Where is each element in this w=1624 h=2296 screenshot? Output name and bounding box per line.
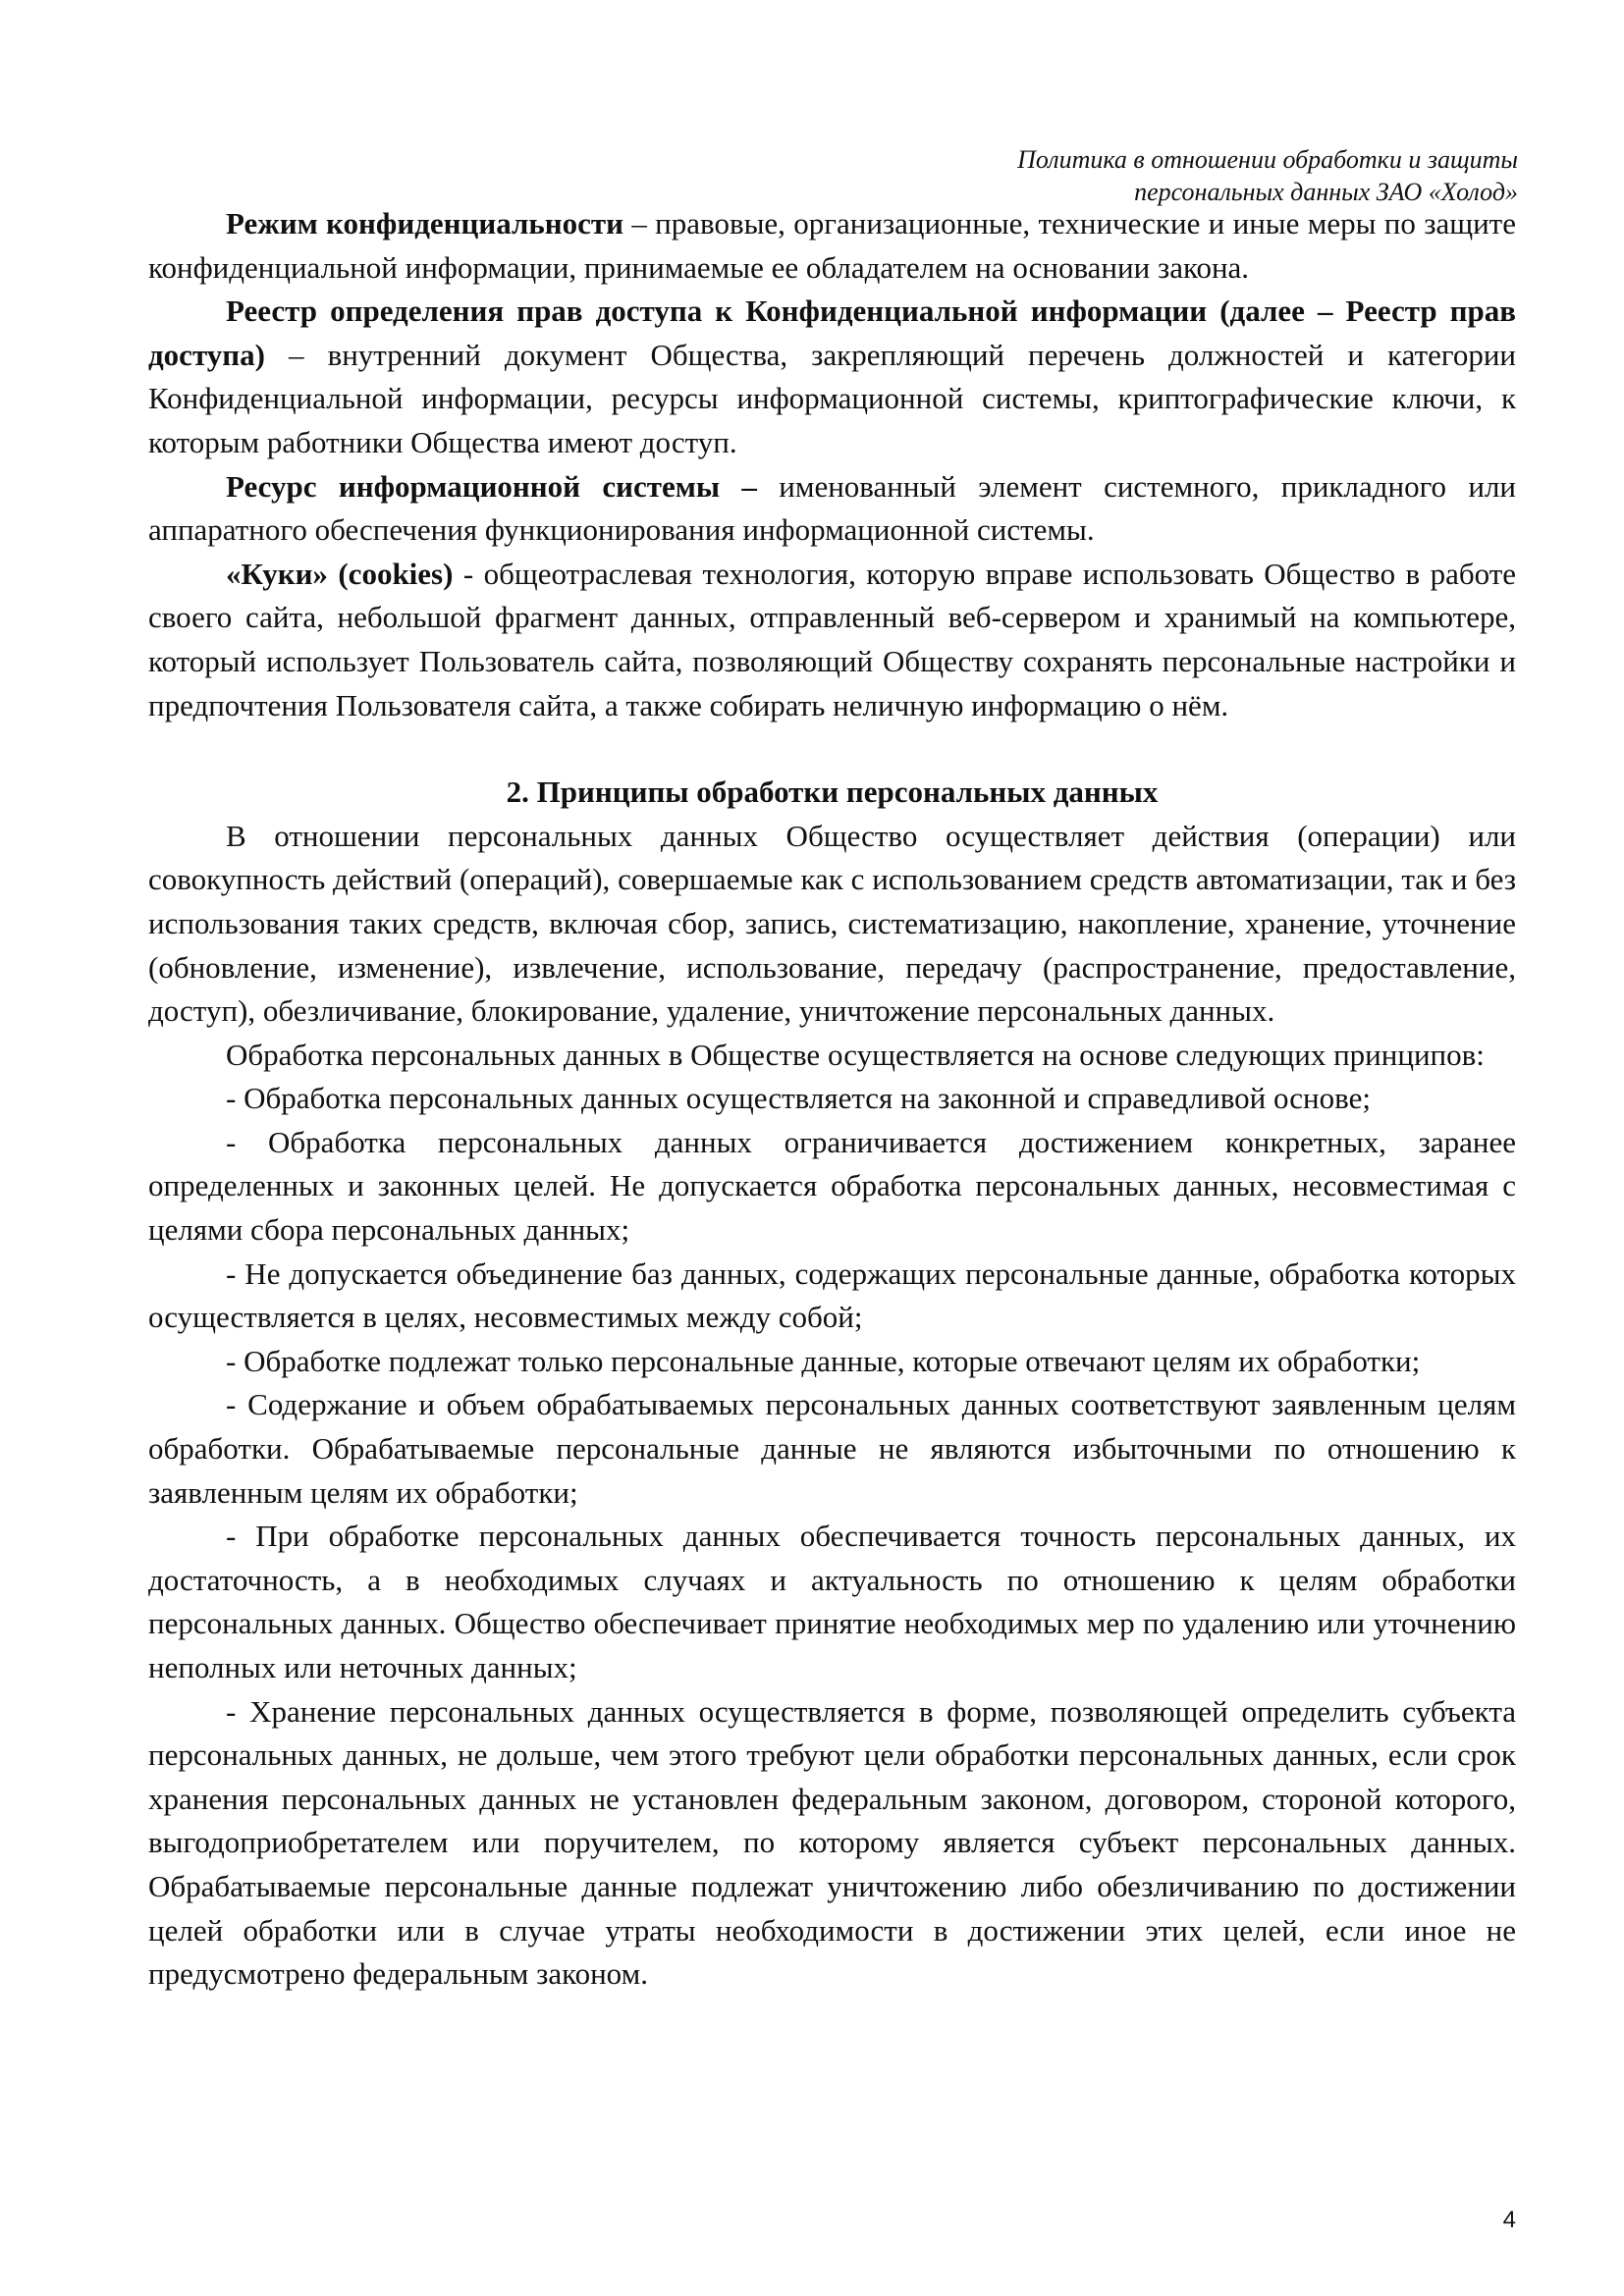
document-body: [148, 202, 1516, 1997]
running-header-line-1: Политика в отношении обработки и защиты: [1017, 145, 1518, 174]
definition-term: Режим конфиденциальности: [226, 206, 623, 240]
definition-text: именованный элемент системного, прикладного или аппаратного обеспечения функционирования информационной системы.: [148, 468, 1517, 548]
definition-access-registry: [148, 290, 1516, 464]
running-header-line-2: персональных данных ЗАО «Холод»: [1134, 178, 1518, 206]
principle-item: - Обработка персональных данных ограничивается достижением конкретных, заранее определенных и законных целей. Не допускается обработка персональных данных, несовместимая с целями сбора персональных данных;: [148, 1124, 1516, 1248]
definition-text: – правовые, организационные, технические и иные меры по защите конфиденциальной информации, принимаемые ее обладателем на основании закона.: [148, 206, 1516, 285]
principle-item: - Хранение персональных данных осуществляется в форме, позволяющей определить субъекта персональных данных, не дольше, чем этого требуют цели обработки персональных данных, если срок хранения персональных данных не установлен федеральным законом, договором, стороной которого, выгодоприобретателем или поручителем, по которому является субъект персональных данных. Обрабатываемые персональные данные подлежат уничтожению либо обезличиванию по достижении целей обработки или в случае утраты необходимости в достижении этих целей, если иное не предусмотрено федеральным законом.: [148, 1693, 1516, 1992]
definition-cookies: [148, 553, 1516, 727]
principle-item: - Не допускается объединение баз данных, содержащих персональные данные, обработка которых осуществляется в целях, несовместимых между собой;: [148, 1255, 1516, 1335]
principle-item: - Обработка персональных данных осуществляется на законной и справедливой основе;: [226, 1081, 1371, 1116]
principle-item: - Содержание и объем обрабатываемых персональных данных соответствуют заявленным целям обработки. Обрабатываемые персональные данные не являются избыточными по отношению к заявленным целям их обработки;: [148, 1387, 1516, 1510]
section-paragraph: Обработка персональных данных в Обществе осуществляется на основе следующих принципов:: [226, 1037, 1485, 1072]
definition-term: Ресурс информационной системы –: [226, 468, 757, 504]
definition-system-resource: [148, 465, 1516, 553]
running-header: [831, 143, 1518, 208]
definition-term: «Куки» (cookies): [226, 556, 454, 591]
definition-term: Реестр определения прав доступа к Конфиденциальной информации (далее – Реестр прав доступа): [148, 294, 1516, 372]
page-number: 4: [1502, 2207, 1516, 2233]
definition-text: - общеотраслевая технология, которую вправе использовать Общество в работе своего сайта, небольшой фрагмент данных, отправленный веб-сервером и хранимый на компьютере, который использует Пользователь сайта, позволяющий Обществу сохранять персональные настройки и предпочтения Пользователя сайта, а также собирать неличную информацию о нём.: [148, 556, 1517, 722]
principle-item: - При обработке персональных данных обеспечивается точность персональных данных, их достаточность, а в необходимых случаях и актуальность по отношению к целям обработки персональных данных. Общество обеспечивает принятие необходимых мер по удалению или уточнению неполных или неточных данных;: [148, 1519, 1516, 1684]
section-paragraph: В отношении персональных данных Общество осуществляет действия (операции) или совокупность действий (операций), совершаемые как с использованием средств автоматизации, так и без использования таких средств, включая сбор, запись, систематизацию, накопление, хранение, уточнение (обновление, изменение), извлечение, использование, передачу (распространение, предоставление, доступ), обезличивание, блокирование, удаление, уничтожение персональных данных.: [148, 818, 1516, 1029]
definition-confidentiality-regime: [148, 202, 1516, 290]
principle-item: - Обработке подлежат только персональные данные, которые отвечают целям их обработки;: [226, 1343, 1421, 1378]
section-heading: 2. Принципы обработки персональных данных: [506, 774, 1159, 810]
definition-text: – внутренний документ Общества, закрепляющий перечень должностей и категории Конфиденциальной информации, ресурсы информационной системы, криптографические ключи, к которым работники Общества имеют доступ.: [148, 337, 1516, 459]
